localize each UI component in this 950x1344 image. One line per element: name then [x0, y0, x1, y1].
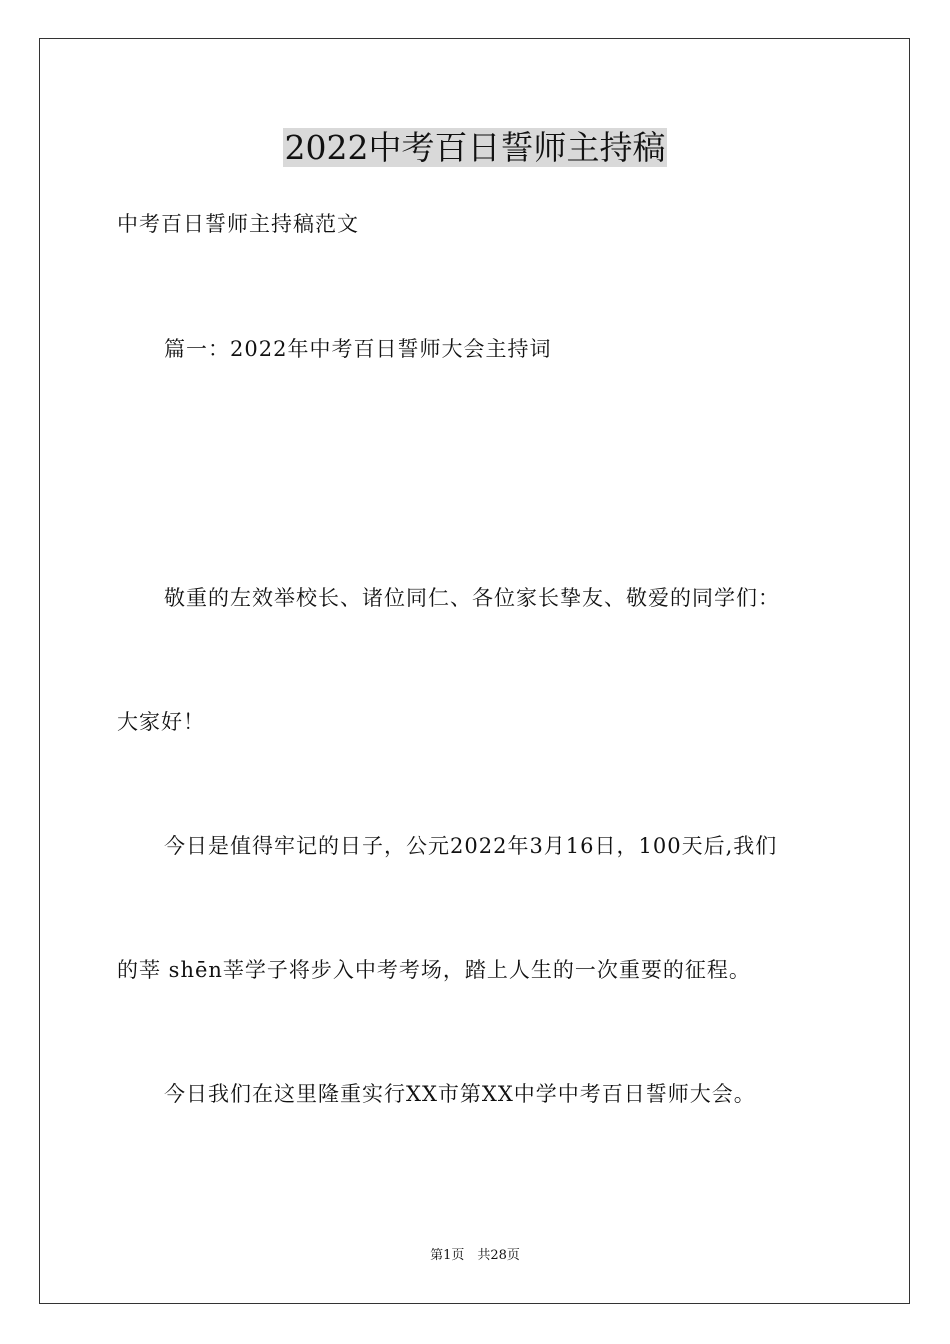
paragraph-greeting: 大家好！ [117, 710, 205, 734]
document-subtitle: 中考百日誓师主持稿范文 [117, 212, 359, 236]
page-number-footer: 第1页 共28页 [430, 1248, 520, 1263]
paragraph-greeting-addressees: 敬重的左效举校长、诸位同仁、各位家长挚友、敬爱的同学们： [164, 586, 780, 610]
paragraph-date-line-continued: 的莘 shēn莘学子将步入中考考场，踏上人生的一次重要的征程。 [117, 958, 751, 982]
document-title-text: 2022中考百日誓师主持稿 [284, 128, 666, 167]
paragraph-ceremony: 今日我们在这里隆重实行XX市第XX中学中考百日誓师大会。 [164, 1082, 756, 1106]
document-title [0, 126, 950, 170]
paragraph-section-heading: 篇一：2022年中考百日誓师大会主持词 [164, 337, 552, 361]
paragraph-date-line: 今日是值得牢记的日子，公元2022年3月16日，100天后,我们 [164, 834, 778, 858]
